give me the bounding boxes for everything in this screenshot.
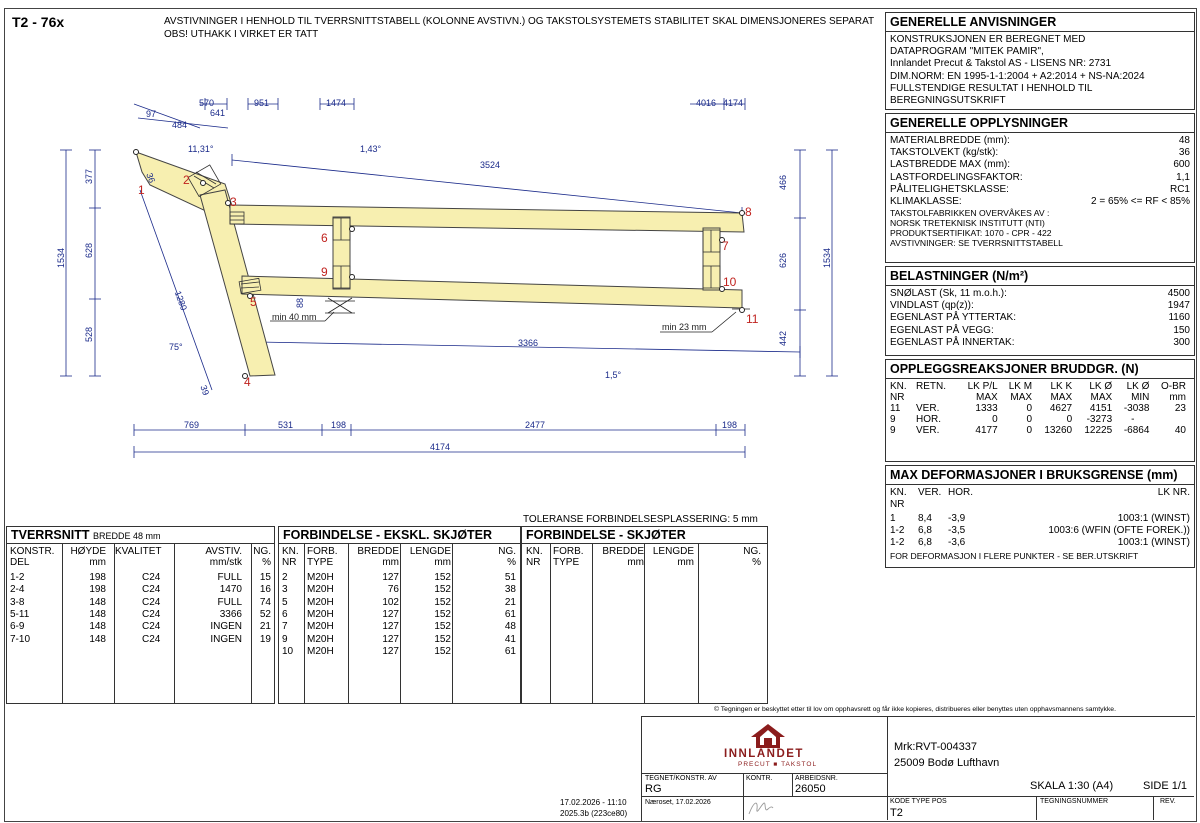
reactions-header: MIN bbox=[1131, 392, 1150, 403]
signed-date: Næroset, 17.02.2026 bbox=[645, 799, 711, 806]
cs-header: HØYDE bbox=[70, 546, 106, 557]
deform-cell: 1003:1 (WINST) bbox=[1117, 513, 1190, 524]
reactions-cell: VER. bbox=[916, 425, 940, 436]
splice-header: mm bbox=[627, 557, 644, 568]
general-info-box bbox=[885, 113, 1195, 263]
code-type-label: KODE TYPE POS bbox=[890, 798, 947, 805]
cs-cell: 6-9 bbox=[10, 621, 25, 633]
company-logo-icon bbox=[749, 723, 787, 749]
dim-top-641: 641 bbox=[210, 108, 226, 118]
conn-cell: 5 bbox=[282, 596, 288, 608]
general-line: FULLSTENDIGE RESULTAT I HENHOLD TIL bbox=[890, 82, 1093, 94]
splices-title: FORBINDELSE - SKJØTER bbox=[522, 527, 767, 544]
load-value: 300 bbox=[1173, 336, 1190, 348]
reactions-cell: 23 bbox=[1174, 403, 1186, 414]
drawing-title: T2 - 76x bbox=[12, 14, 65, 30]
slope-bottom: 1,5° bbox=[605, 370, 622, 380]
deform-cell: -3,5 bbox=[948, 525, 966, 536]
node-label-8: 8 bbox=[745, 205, 752, 219]
arbeid-divider bbox=[792, 773, 793, 796]
deform-note: FOR DEFORMASJON I FLERE PUNKTER - SE BER.UTSKRIFT bbox=[890, 551, 1139, 561]
truss-drawing bbox=[0, 0, 880, 470]
dim-bottom-198a: 198 bbox=[331, 420, 347, 430]
cs-header: DEL bbox=[10, 557, 30, 568]
cs-cell: 148 bbox=[89, 621, 106, 633]
conn-cell: 9 bbox=[282, 633, 288, 645]
dim-right-442: 442 bbox=[778, 330, 788, 346]
conn-cell: M20H bbox=[307, 633, 334, 645]
project-mark: Mrk:RVT-004337 bbox=[894, 741, 977, 753]
info-value: 600 bbox=[1173, 159, 1190, 171]
info-note: NORSK TRETEKNISK INSTITUTT (NTI) bbox=[890, 218, 1045, 229]
deform-cell: 8,4 bbox=[918, 513, 932, 524]
conn-header: mm bbox=[382, 557, 399, 568]
cs-cell: 74 bbox=[259, 596, 271, 608]
deform-header: VER. bbox=[918, 487, 942, 498]
angle-top: 11,31° bbox=[188, 144, 214, 154]
logo-separator-icon: ■ bbox=[773, 761, 779, 768]
general-line: Innlandet Precut & Takstol AS - LISENS NR: 2731 bbox=[890, 58, 1112, 70]
node-label-1: 1 bbox=[138, 183, 145, 197]
cs-cell: 1470 bbox=[219, 584, 242, 596]
reactions-header: KN. bbox=[890, 381, 907, 392]
cs-header: mm/stk bbox=[209, 557, 242, 568]
conn-cell: 152 bbox=[434, 645, 451, 657]
node-label-7: 7 bbox=[722, 239, 729, 253]
info-key: LASTFORDELINGSFAKTOR: bbox=[890, 171, 1023, 183]
conn-cell: 152 bbox=[434, 584, 451, 596]
cs-cell: 1-2 bbox=[10, 572, 25, 583]
conn-header: mm bbox=[434, 557, 451, 568]
info-key: KLIMAKLASSE: bbox=[890, 196, 962, 208]
conn-cell: 152 bbox=[434, 596, 451, 608]
conn-cell: 2 bbox=[282, 572, 288, 583]
reactions-cell: 4151 bbox=[1089, 403, 1113, 414]
cs-cell: C24 bbox=[142, 633, 161, 645]
deform-cell: 6,8 bbox=[918, 525, 932, 536]
cs-cell: 16 bbox=[259, 584, 271, 596]
reactions-cell: 12225 bbox=[1084, 425, 1113, 436]
dim-88: 88 bbox=[295, 297, 305, 308]
conn-header: TYPE bbox=[307, 557, 334, 568]
conn-cell: 38 bbox=[504, 584, 516, 596]
tolerance-note: TOLERANSE FORBINDELSESPLASSERING: 5 mm bbox=[523, 514, 758, 525]
title-block-divider-h2 bbox=[641, 796, 1194, 797]
splices-table bbox=[521, 526, 768, 704]
splice-header: LENGDE bbox=[652, 546, 694, 557]
checked-label: KONTR. bbox=[746, 775, 773, 782]
info-value: RC1 bbox=[1169, 183, 1190, 195]
connections-table bbox=[278, 526, 521, 704]
dim-left-377: 377 bbox=[84, 168, 94, 184]
reactions-cell: 0 bbox=[1026, 425, 1033, 436]
cs-header: KVALITET bbox=[115, 546, 162, 557]
conn-cell: 152 bbox=[434, 572, 451, 583]
conn-cell: 127 bbox=[382, 633, 399, 645]
conn-header: FORB. bbox=[307, 546, 338, 557]
conn-header: NG. bbox=[498, 546, 516, 557]
conn-cell: 21 bbox=[504, 596, 516, 608]
reactions-header: MAX bbox=[1090, 392, 1113, 403]
logo-sub-2: TAKSTOL bbox=[781, 761, 818, 768]
deform-header: HOR. bbox=[948, 487, 973, 498]
load-value: 1160 bbox=[1168, 312, 1190, 324]
splice-header: FORB. bbox=[553, 546, 584, 557]
min-right-label: min 23 mm bbox=[662, 322, 707, 332]
conn-header: KN. bbox=[282, 546, 299, 557]
splice-header: BREDDE bbox=[602, 546, 644, 557]
node-label-6: 6 bbox=[321, 231, 328, 245]
tegning-divider bbox=[1036, 796, 1037, 820]
reactions-header: LK Ø bbox=[1126, 381, 1150, 392]
dim-left-528: 528 bbox=[84, 326, 94, 342]
cs-cell: 15 bbox=[259, 572, 271, 583]
deform-cell: 1-2 bbox=[890, 525, 905, 536]
company-logo-sub bbox=[738, 761, 817, 768]
conn-cell: 152 bbox=[434, 621, 451, 633]
reactions-cell: 0 bbox=[992, 414, 998, 425]
cs-cell: 19 bbox=[259, 633, 271, 645]
conn-cell: M20H bbox=[307, 596, 334, 608]
conn-cell: M20H bbox=[307, 621, 334, 633]
general-line: DATAPROGRAM "MITEK PAMIR", bbox=[890, 46, 1044, 58]
reactions-cell: VER. bbox=[916, 403, 940, 414]
cross-section-subtitle: BREDDE 48 mm bbox=[92, 531, 161, 541]
connections-title: FORBINDELSE - EKSKL. SKJØTER bbox=[279, 527, 520, 544]
span-upper: 3524 bbox=[480, 160, 501, 170]
dim-top-97: 97 bbox=[146, 109, 157, 119]
conn-cell: 102 bbox=[382, 596, 399, 608]
load-key: EGENLAST PÅ VEGG: bbox=[890, 324, 994, 336]
project-place: 25009 Bodø Lufthavn bbox=[894, 757, 1000, 769]
slope-top: 1,43° bbox=[360, 144, 382, 154]
table-row bbox=[888, 414, 1188, 425]
node-label-11: 11 bbox=[746, 312, 759, 326]
info-value: 48 bbox=[1178, 135, 1190, 146]
conn-cell: 61 bbox=[504, 645, 516, 657]
dim-right-626: 626 bbox=[778, 252, 788, 268]
info-note: TAKSTOLFABRIKKEN OVERVÅKES AV : bbox=[890, 208, 1050, 219]
splice-header: NG. bbox=[743, 546, 761, 557]
reactions-cell: 9 bbox=[890, 425, 896, 436]
deform-cell: 1 bbox=[890, 513, 896, 524]
cs-cell: C24 bbox=[142, 596, 161, 608]
reactions-cell: -3038 bbox=[1123, 403, 1150, 414]
code-type-value: T2 bbox=[890, 807, 903, 819]
dim-bottom-769: 769 bbox=[184, 420, 200, 430]
drawing-number-label: TEGNINGSNUMMER bbox=[1040, 798, 1109, 805]
info-key: LASTBREDDE MAX (mm): bbox=[890, 159, 1011, 171]
cs-header: mm bbox=[89, 557, 106, 568]
reactions-header bbox=[914, 392, 957, 403]
load-key: SNØLAST (Sk, 11 m.o.h.): bbox=[890, 288, 1007, 299]
reactions-cell: 4627 bbox=[1049, 403, 1073, 414]
reactions-cell: 13260 bbox=[1044, 425, 1073, 436]
info-value: 2 = 65% <= RF < 85% bbox=[1091, 196, 1190, 208]
reactions-title: OPPLEGGSREAKSJONER BRUDDGR. (N) bbox=[886, 360, 1194, 379]
cross-section-title-row bbox=[7, 527, 274, 544]
conn-cell: 41 bbox=[504, 633, 516, 645]
cs-cell: C24 bbox=[142, 584, 161, 596]
dim-top-484: 484 bbox=[172, 120, 188, 130]
load-key: VINDLAST (qp(z)): bbox=[890, 300, 974, 312]
dim-top-1474: 1474 bbox=[326, 98, 347, 108]
reactions-header: MAX bbox=[975, 392, 998, 403]
reactions-header: LK P/L bbox=[967, 381, 998, 392]
job-number-value: 26050 bbox=[795, 783, 826, 795]
node-label-5: 5 bbox=[250, 295, 257, 309]
angle-left: 75° bbox=[169, 342, 183, 352]
load-value: 4500 bbox=[1167, 288, 1190, 299]
company-logo-name: INNLANDET bbox=[724, 748, 804, 760]
reactions-cell: 0 bbox=[1026, 403, 1033, 414]
reactions-cell: HOR. bbox=[916, 414, 942, 425]
splice-header: NR bbox=[526, 557, 541, 568]
reactions-cell bbox=[1151, 414, 1188, 425]
general-line: DIM.NORM: EN 1995-1-1:2004 + A2:2014 + NS-NA:2024 bbox=[890, 70, 1145, 82]
reactions-cell: -3273 bbox=[1086, 414, 1113, 425]
cs-cell: 148 bbox=[89, 608, 106, 620]
reactions-header: LK M bbox=[1008, 381, 1033, 392]
conn-cell: M20H bbox=[307, 608, 334, 620]
print-date: 17.02.2026 - 11:10 bbox=[560, 798, 627, 807]
reactions-cell: 1333 bbox=[975, 403, 998, 414]
load-value: 1947 bbox=[1167, 300, 1190, 312]
general-info-title: GENERELLE OPPLYSNINGER bbox=[886, 114, 1194, 133]
loads-title: BELASTNINGER (N/m²) bbox=[886, 267, 1194, 286]
cs-cell: INGEN bbox=[210, 621, 242, 633]
rev-divider bbox=[1153, 796, 1154, 820]
reactions-header: LK Ø bbox=[1089, 381, 1113, 392]
conn-cell: 152 bbox=[434, 608, 451, 620]
info-note: AVSTIVNINGER: SE TVERRSNITTSTABELL bbox=[890, 238, 1063, 249]
dim-top-4016: 4016 bbox=[696, 98, 717, 108]
dim-top-570: 570 bbox=[199, 98, 215, 108]
diag-end: 39 bbox=[198, 383, 212, 397]
dim-bottom-2477: 2477 bbox=[525, 420, 546, 430]
title-block-divider-v bbox=[887, 716, 888, 820]
cs-cell: FULL bbox=[217, 572, 242, 583]
cs-cell: FULL bbox=[217, 596, 242, 608]
dim-right-total: 1534 bbox=[822, 247, 832, 268]
reactions-header: NR bbox=[890, 392, 905, 403]
node-label-9: 9 bbox=[321, 265, 328, 279]
dim-top-4174: 4174 bbox=[723, 98, 744, 108]
conn-cell: 127 bbox=[382, 608, 399, 620]
splice-header: % bbox=[752, 557, 761, 568]
cross-section-title: TVERRSNITT bbox=[11, 528, 90, 542]
cs-cell: 7-10 bbox=[10, 633, 31, 645]
signature-icon bbox=[746, 797, 776, 819]
deformations-box bbox=[885, 465, 1195, 568]
general-instructions-box bbox=[885, 12, 1195, 110]
dim-right-466: 466 bbox=[778, 174, 788, 190]
cs-cell: 148 bbox=[89, 596, 106, 608]
cross-section-table bbox=[6, 526, 275, 704]
node-label-4: 4 bbox=[244, 375, 251, 389]
conn-header: LENGDE bbox=[409, 546, 451, 557]
span-lower: 3366 bbox=[518, 338, 539, 348]
node-label-3: 3 bbox=[230, 195, 237, 209]
deform-cell: -3,6 bbox=[948, 537, 966, 548]
table-row bbox=[888, 425, 1188, 436]
cs-cell: C24 bbox=[142, 572, 161, 583]
diag-length: 1280 bbox=[172, 289, 190, 312]
load-key: EGENLAST PÅ INNERTAK: bbox=[890, 336, 1015, 348]
conn-cell: 76 bbox=[387, 584, 399, 596]
splice-header: mm bbox=[677, 557, 694, 568]
cs-header: AVSTIV. bbox=[205, 546, 242, 557]
header-note-1: AVSTIVNINGER I HENHOLD TIL TVERRSNITTSTABELL (KOLONNE AVSTIVN.) OG TAKSTOLSYSTEMETS STABILITET SKAL DIMENSJONERES SEPARAT bbox=[164, 16, 875, 27]
copyright-note: © Tegningen er beskyttet etter til lov om opphavsrett og får ikke kopieres, distribueres eller benyttes uten opphavsmannens samtykke. bbox=[714, 706, 1116, 713]
reactions-header: RETN. bbox=[916, 381, 947, 392]
cs-cell: 21 bbox=[259, 621, 271, 633]
conn-cell: 127 bbox=[382, 621, 399, 633]
deform-cell: -3,9 bbox=[948, 513, 966, 524]
cs-cell: 198 bbox=[89, 572, 106, 583]
general-line: KONSTRUKSJONEN ER BEREGNET MED bbox=[890, 34, 1086, 45]
cs-cell: 52 bbox=[259, 608, 271, 620]
table-row bbox=[888, 403, 1188, 414]
cs-header: KONSTR. bbox=[10, 546, 55, 557]
conn-cell: 48 bbox=[504, 621, 516, 633]
load-value: 150 bbox=[1173, 324, 1190, 336]
kontr-divider bbox=[743, 773, 744, 820]
conn-cell: M20H bbox=[307, 584, 334, 596]
dim-bottom-198b: 198 bbox=[722, 420, 738, 430]
reactions-cell: 4177 bbox=[975, 425, 998, 436]
conn-cell: M20H bbox=[307, 645, 334, 657]
cs-cell: C24 bbox=[142, 621, 161, 633]
info-key: PÅLITELIGHETSKLASSE: bbox=[890, 183, 1009, 195]
deform-header: KN. bbox=[890, 487, 907, 498]
info-value: 36 bbox=[1178, 147, 1190, 159]
reactions-header: mm bbox=[1169, 392, 1186, 403]
conn-header: BREDDE bbox=[357, 546, 399, 557]
reactions-cell: -6864 bbox=[1123, 425, 1150, 436]
dim-left-628: 628 bbox=[84, 242, 94, 258]
software-version: 2025.3b (223ce80) bbox=[560, 809, 628, 818]
cs-cell: 2-4 bbox=[10, 584, 25, 596]
info-value: 1,1 bbox=[1176, 171, 1190, 183]
node-label-2: 2 bbox=[183, 173, 190, 187]
dim-bottom-total: 4174 bbox=[430, 442, 451, 452]
conn-cell: 7 bbox=[282, 621, 288, 633]
revision-label: REV. bbox=[1160, 798, 1176, 805]
reactions-header: MAX bbox=[1010, 392, 1033, 403]
dim-left-total: 1534 bbox=[56, 247, 66, 268]
cs-cell: 148 bbox=[89, 633, 106, 645]
deform-cell: 1003:6 (WFIN (OFTE FOREK.)) bbox=[1048, 525, 1190, 536]
drawn-by-label: TEGNET/KONSTR. AV bbox=[645, 775, 717, 782]
reactions-cell: - bbox=[1131, 414, 1135, 425]
splice-header: TYPE bbox=[553, 557, 580, 568]
cs-cell: C24 bbox=[142, 608, 161, 620]
cs-cell: 3-8 bbox=[10, 596, 25, 608]
cs-header: NG. bbox=[253, 546, 271, 557]
general-instructions-title: GENERELLE ANVISNINGER bbox=[886, 13, 1194, 32]
conn-header: NR bbox=[282, 557, 297, 568]
dim-bottom-531: 531 bbox=[278, 420, 294, 430]
reactions-cell: 0 bbox=[1066, 414, 1073, 425]
conn-cell: 152 bbox=[434, 633, 451, 645]
conn-cell: 51 bbox=[504, 572, 516, 583]
conn-header: % bbox=[507, 557, 516, 568]
info-key: TAKSTOLVEKT (kg/stk): bbox=[890, 147, 999, 159]
node-label-10: 10 bbox=[723, 275, 737, 289]
conn-cell: 10 bbox=[282, 645, 294, 657]
cs-header: % bbox=[262, 557, 271, 568]
loads-box bbox=[885, 266, 1195, 356]
cs-cell: 5-11 bbox=[10, 608, 30, 620]
reactions-cell: 40 bbox=[1174, 425, 1186, 436]
general-line: BEREGNINGSUTSKRIFT bbox=[890, 95, 1006, 107]
conn-cell: M20H bbox=[307, 572, 334, 583]
deform-header: NR bbox=[890, 499, 905, 510]
scale: SKALA 1:30 (A4) bbox=[1030, 780, 1114, 792]
conn-cell: 61 bbox=[504, 608, 516, 620]
conn-cell: 6 bbox=[282, 608, 288, 620]
deform-cell: 6,8 bbox=[918, 537, 932, 548]
conn-cell: 127 bbox=[382, 572, 399, 583]
deformations-title: MAX DEFORMASJONER I BRUKSGRENSE (mm) bbox=[886, 466, 1194, 485]
title-block-divider-h bbox=[641, 773, 887, 774]
reactions-cell: 0 bbox=[1026, 414, 1033, 425]
header-note-2: OBS! UTHAKK I VIRKET ER TATT bbox=[164, 29, 319, 40]
reactions-cell: 9 bbox=[890, 414, 896, 425]
splice-header: KN. bbox=[526, 546, 543, 557]
reactions-header: O-BR bbox=[1161, 381, 1186, 392]
info-key: MATERIALBREDDE (mm): bbox=[890, 135, 1010, 146]
conn-cell: 3 bbox=[282, 584, 288, 596]
deform-cell: 1-2 bbox=[890, 537, 905, 548]
reactions-box bbox=[885, 359, 1195, 462]
page-number: SIDE 1/1 bbox=[1143, 780, 1188, 792]
cs-cell: INGEN bbox=[210, 633, 242, 645]
load-key: EGENLAST PÅ YTTERTAK: bbox=[890, 312, 1016, 324]
reactions-cell: 11 bbox=[890, 403, 901, 414]
drawn-by-value: RG bbox=[645, 783, 662, 795]
deform-header: LK NR. bbox=[1157, 487, 1190, 498]
conn-cell: 127 bbox=[382, 645, 399, 657]
dim-top-951: 951 bbox=[254, 98, 270, 108]
reactions-header: LK K bbox=[1050, 381, 1073, 392]
cs-cell: 3366 bbox=[219, 608, 242, 620]
deform-cell: 1003:1 (WINST) bbox=[1117, 537, 1190, 548]
reactions-header: MAX bbox=[1050, 392, 1073, 403]
job-number-label: ARBEIDSNR. bbox=[795, 775, 838, 782]
cs-cell: 198 bbox=[89, 584, 106, 596]
info-note: PRODUKTSERTIFIKAT: 1070 - CPR - 422 bbox=[890, 228, 1052, 239]
logo-sub-1: PRECUT bbox=[738, 761, 771, 768]
min-left-label: min 40 mm bbox=[272, 312, 317, 322]
reactions-table bbox=[888, 381, 1188, 436]
diag-small: 36 bbox=[144, 171, 158, 185]
